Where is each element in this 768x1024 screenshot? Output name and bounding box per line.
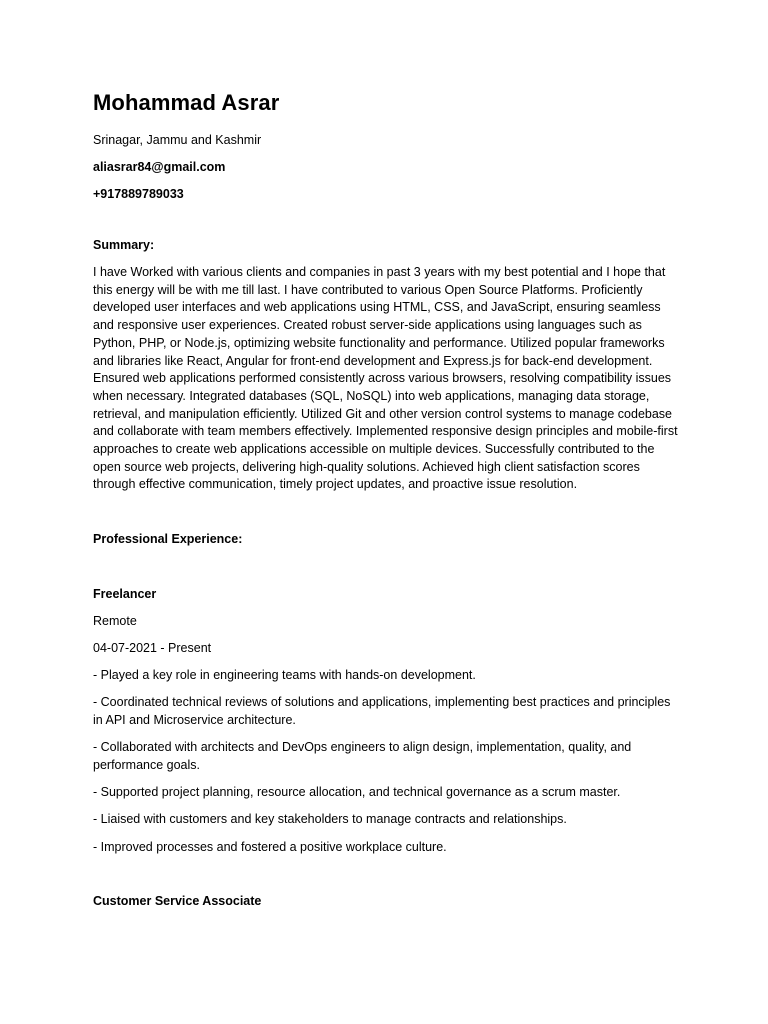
summary-paragraph: I have Worked with various clients and companies in past 3 years with my best potential and I hope that this energy will be with me till last. I have contributed to various Open Source Platforms. Proficiently developed user interfaces and web applications using HTML, CSS, and JavaScript, ensuring seamless and responsive user experiences. Created robust server-side applications using languages such as Python, PHP, or Node.js, optimizing website functionality and performance. Utilized popular frameworks and libraries like React, Angular for front-end development and Express.js for back-end development. Ensured web applications performed consistently across various browsers, resolving compatibility issues when necessary. Integrated databases (SQL, NoSQL) into web applications, managing data storage, retrieval, and manipulation efficiently. Utilized Git and other version control systems to manage codebase and collaborate with team members effectively. Implemented responsive design principles and mobile-first approaches to create web applications accessible on multiple devices. Successfully contributed to the open source web projects, delivering high-quality solutions. Achieved high client satisfaction scores through effective communication, timely project updates, and proactive issue resolution.: [93, 265, 678, 492]
job-bullet: - Coordinated technical reviews of solutions and applications, implementing best practices and principles in API and Microservice architecture.: [93, 695, 671, 728]
job-bullet-list: [93, 667, 683, 856]
job-bullet: - Improved processes and fostered a positive workplace culture.: [93, 839, 447, 854]
job-bullet: - Collaborated with architects and DevOps engineers to align design, implementation, quality, and performance goals.: [93, 740, 632, 772]
summary-heading: Summary:: [93, 238, 155, 252]
job-entry-freelancer: [93, 586, 683, 856]
job-entry-customer-service: [93, 893, 683, 909]
job-bullet: - Played a key role in engineering teams with hands-on development.: [93, 668, 476, 683]
job-title: Freelancer: [93, 587, 157, 602]
job-dates: 04-07-2021 - Present: [93, 641, 212, 656]
job-location: Remote: [93, 614, 137, 629]
candidate-name: Mohammad Asrar: [93, 90, 280, 115]
experience-heading: Professional Experience:: [93, 532, 243, 547]
location-text: Srinagar, Jammu and Kashmir: [93, 133, 262, 147]
job-title: Customer Service Associate: [93, 894, 262, 909]
job-bullet: - Liaised with customers and key stakeholders to manage contracts and relationships.: [93, 812, 567, 827]
email-text: aliasrar84@gmail.com: [93, 160, 226, 174]
job-bullet: - Supported project planning, resource allocation, and technical governance as a scrum master.: [93, 785, 621, 800]
resume-page: [93, 88, 683, 920]
phone-text: +917889789033: [93, 187, 184, 201]
